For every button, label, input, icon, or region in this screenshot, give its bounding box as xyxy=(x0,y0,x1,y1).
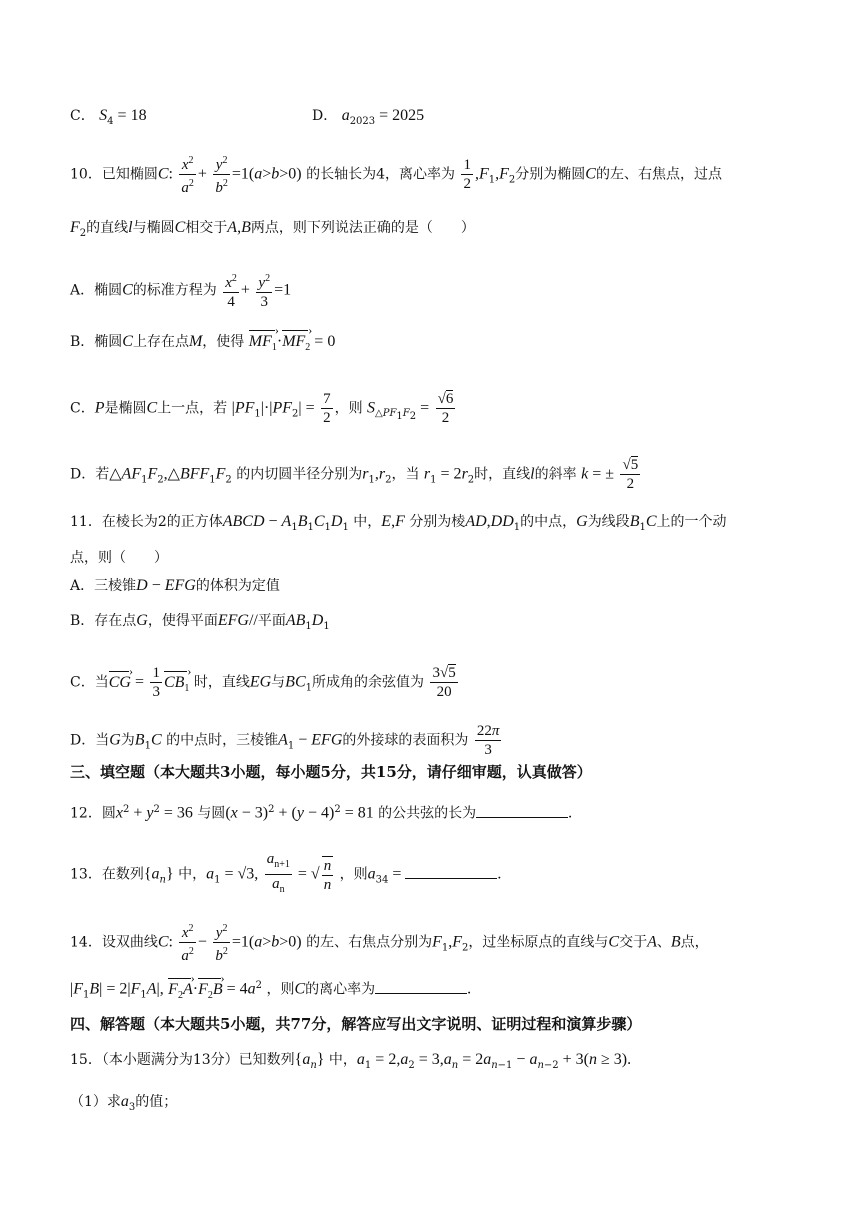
q9-option-d: D． $a_{2023} = 2025$ xyxy=(312,107,425,127)
section-4-heading: 四、解答题（本大题共5小题，共77分，解答应写出文字说明、证明过程和演算步骤） xyxy=(70,1015,642,1033)
q11-option-b: B．存在点G，使得平面EFG//平面$AB_1D_1$ xyxy=(70,612,330,632)
q14-answer-blank[interactable] xyxy=(375,979,467,994)
q15-stem: 15．（本小题满分为13分）已知数列$\{a_n\}$ 中，$a_1 = 2,a_2 = 3,a_n = 2a_{n-1} - a_{n-2} + 3(n \ge 3)$. xyxy=(70,1051,632,1071)
q11-stem-line1: 11．在棱长为2的正方体ABCD − $A_1B_1C_1D_1$ 中，E,F 分别为棱$AD,DD_1$的中点，G为线段$B_1C$上的一个动 xyxy=(70,513,727,533)
q10-option-b: B．椭圆C上存在点M，使得 $MF_1$ $›\cdot MF_2$ › = 0 xyxy=(70,332,335,358)
q14-line2: $|F_1B| = 2|F_1A|$, $F_2A$ $›\cdot F_2B$ › = $4a^2$ ，则C的离心率为 . xyxy=(70,976,471,1006)
q13-answer-blank[interactable] xyxy=(405,864,497,879)
q11-option-c: C．当CG › = $\frac{1}{3}$ $CB_1$ › 时，直线EG与$BC_1$所成角的余弦值为 $\frac{3√5}{20}$ xyxy=(70,664,460,701)
q12: 12．圆$x^2 + y^2 = 36$ 与圆$(x - 3)^2 + (y - 4)^2 = 81$ 的公共弦的长为 . xyxy=(70,804,573,822)
q10-option-c: C．P是椭圆C上一点，若 $|PF_1|\cdot|PF_2|$ = $\frac{7}{2}$ ，则 $S_{\triangle PF_1F_2}$ = $\frac{√6}{2}$ xyxy=(70,391,454,426)
q13: 13．在数列$\{a_n\}$ 中，$a_1 = √3$, $\frac{a_{n+1}}{a_n}$ = √ $\frac{n}{n}$ ，则$a_{34}$ = . xyxy=(70,850,501,899)
section-3-heading: 三、填空题（本大题共3小题，每小题5分，共15分，请仔细审题，认真做答） xyxy=(70,763,592,781)
q11-stem-line2: 点，则（ ） xyxy=(70,550,168,566)
q10-option-d: D．若$\triangle AF_1F_2,\triangle BFF_1F_2$ 的内切圆半径分别为$r_1,r_2$，当 $r_1 = 2r_2$时，直线l的斜率 k = ± $\frac{√5}{2}$ xyxy=(70,457,639,492)
q11-option-d: D．当G为$B_1C$ 的中点时，三棱锥$A_1$ − EFG的外接球的表面积为 $\frac{22\pi}{3}$ xyxy=(70,723,500,758)
q10-option-a: A．椭圆C的标准方程为 $\frac{x^2}{4}$ + $\frac{y^2}{3}$ =1 xyxy=(70,273,292,310)
q10-stem-line2: $F_2$的直线l与椭圆C相交于A,B两点，则下列说法正确的是（ ） xyxy=(70,219,475,239)
q14-line1: 14．设双曲线C: $\frac{x^2}{a^2}$ − $\frac{y^2}{b^2}$ =1(a>b>0) 的左、右焦点分别为$F_1,F_2$，过坐标原点的直线与C交于A、B点， xyxy=(70,923,709,964)
q10-stem-line1: 10．已知椭圆C: $\frac{x^2}{a^2}$ + $\frac{y^2}{b^2}$ =1(a>b>0) 的长轴长为4，离心率为 $\frac{1}{2}$ $,F_1,F_2$分别为椭圆C的左、右焦点，过点 xyxy=(70,155,722,196)
q15-part1: （1）求$a_3$的值； xyxy=(70,1093,178,1113)
q12-answer-blank[interactable] xyxy=(476,803,568,818)
q9-option-c: C． $S_4 = 18$ xyxy=(70,107,147,127)
q11-option-a: A．三棱锥D − EFG的体积为定值 xyxy=(70,577,280,594)
